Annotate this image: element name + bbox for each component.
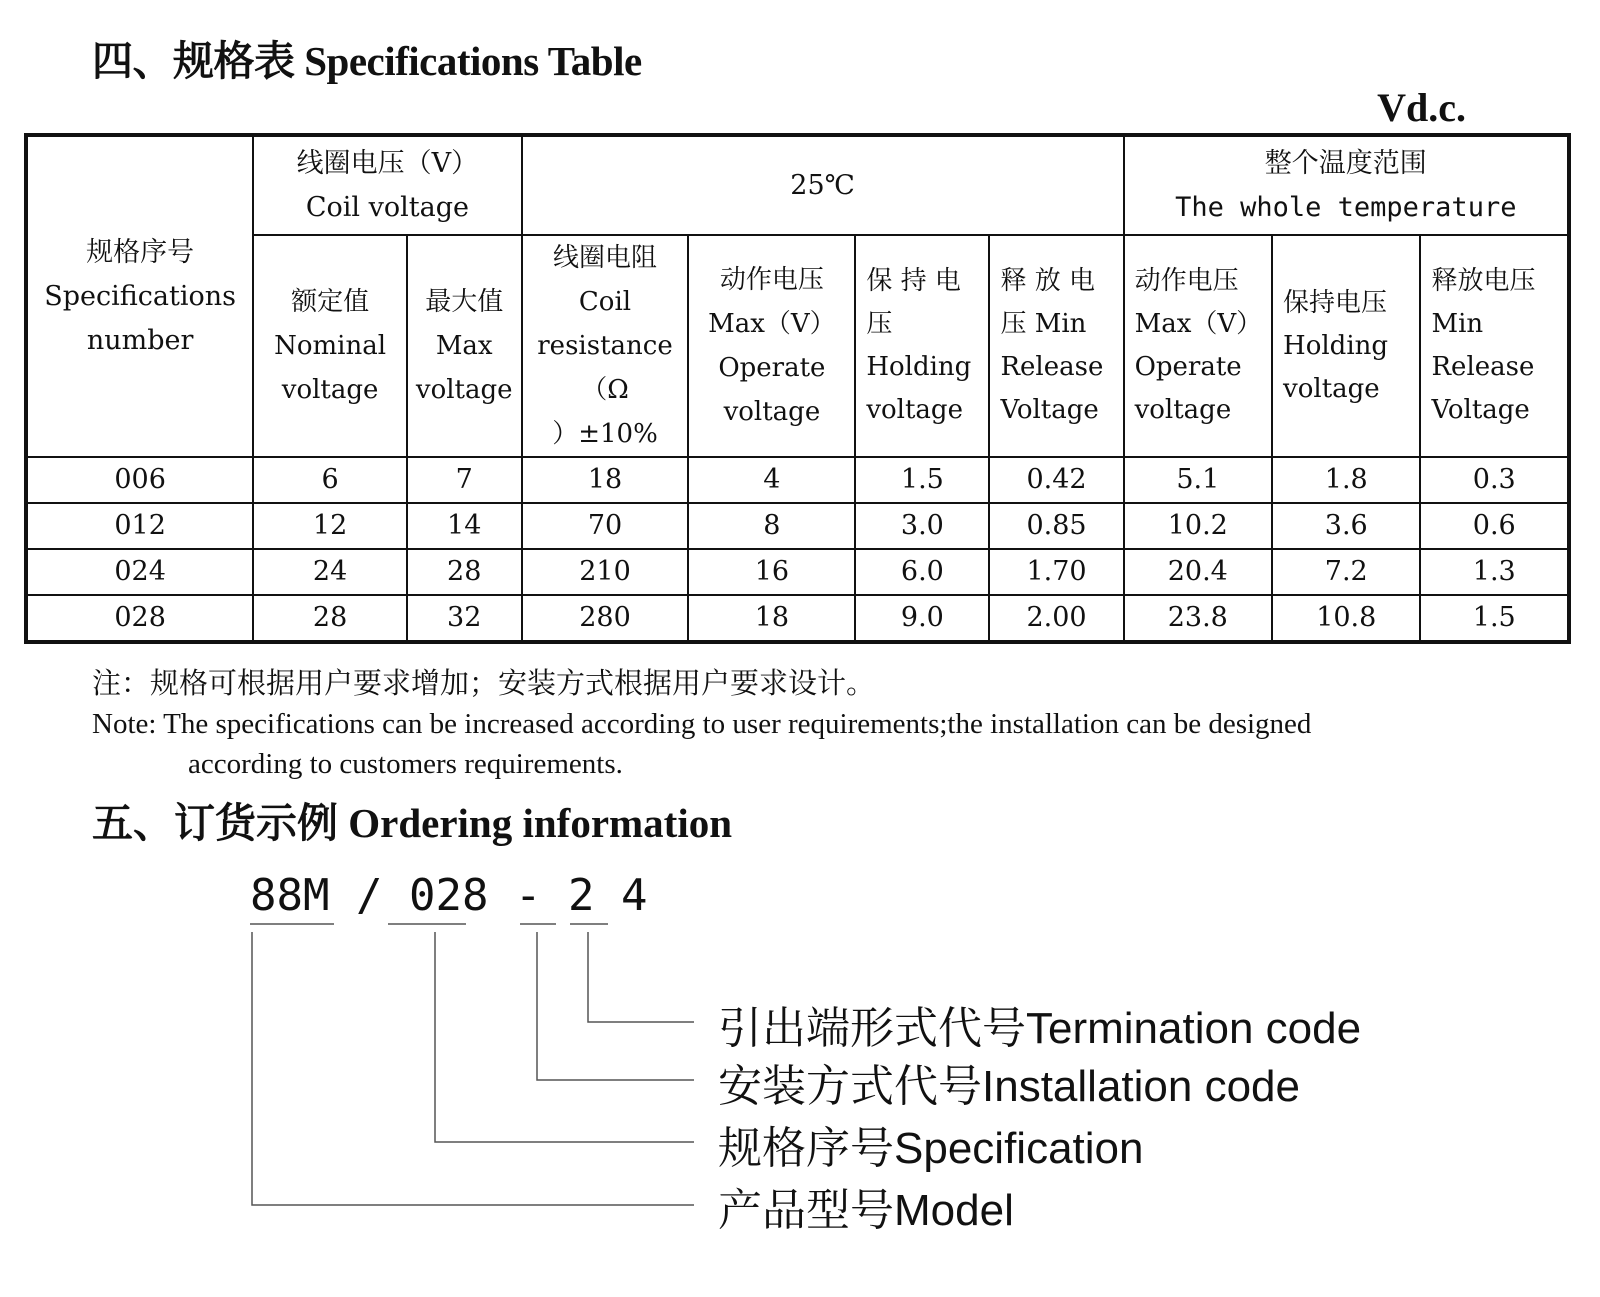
code-part-model: 88M — [250, 870, 330, 921]
table-cell: 0.42 — [989, 457, 1123, 503]
header-holding-voltage-25c: 保 持 电 压 Holding voltage — [855, 235, 989, 457]
table-cell: 210 — [522, 549, 689, 595]
header-operate-voltage-whole: 动作电压 Max（V） Operate voltage — [1124, 235, 1272, 457]
code-part-installation: 2 — [567, 870, 595, 921]
header-max-voltage: 最大值 Max voltage — [407, 235, 522, 457]
code-separator-slash: / — [355, 870, 383, 921]
table-cell: 3.0 — [855, 503, 989, 549]
table-cell: 32 — [407, 595, 522, 642]
table-cell: 1.5 — [1420, 595, 1569, 642]
table-cell: 6 — [253, 457, 407, 503]
header-coil-resistance: 线圈电阻 Coil resistance（Ω ）±10% — [522, 235, 689, 457]
table-cell: 7 — [407, 457, 522, 503]
table-cell: 28 — [407, 549, 522, 595]
label-model: 产品型号Model — [718, 1186, 1014, 1235]
header-spec-number: 规格序号 Specifications number — [26, 135, 253, 457]
note-english-line2: according to customers requirements. — [188, 748, 623, 780]
leader-spec — [435, 932, 694, 1142]
header-operate-voltage-25c: 动作电压 Max（V） Operate voltage — [688, 235, 855, 457]
label-installation-code: 安装方式代号Installation code — [718, 1062, 1300, 1111]
code-separator-dash: - — [514, 870, 542, 921]
table-cell: 028 — [26, 595, 253, 642]
table-cell: 18 — [522, 457, 689, 503]
table-cell: 024 — [26, 549, 253, 595]
note-chinese: 注：规格可根据用户要求增加；安装方式根据用户要求设计。 — [92, 668, 876, 700]
table-cell: 012 — [26, 503, 253, 549]
table-cell: 28 — [253, 595, 407, 642]
code-part-spec: 028 — [408, 870, 489, 921]
table-cell: 1.3 — [1420, 549, 1569, 595]
table-cell: 16 — [688, 549, 855, 595]
table-cell: 70 — [522, 503, 689, 549]
table-cell: 18 — [688, 595, 855, 642]
header-release-voltage-25c: 释 放 电 压 Min Release Voltage — [989, 235, 1123, 457]
table-cell: 3.6 — [1272, 503, 1420, 549]
table-cell: 20.4 — [1124, 549, 1272, 595]
label-termination-code: 引出端形式代号Termination code — [718, 1004, 1362, 1053]
header-whole-temperature: 整个温度范围 The whole temperature — [1124, 135, 1569, 235]
table-cell: 8 — [688, 503, 855, 549]
leader-model — [252, 932, 694, 1205]
table-cell: 10.8 — [1272, 595, 1420, 642]
header-holding-voltage-whole: 保持电压 Holding voltage — [1272, 235, 1420, 457]
table-cell: 280 — [522, 595, 689, 642]
code-part-termination: 4 — [620, 870, 648, 921]
table-cell: 006 — [26, 457, 253, 503]
table-cell: 0.3 — [1420, 457, 1569, 503]
table-cell: 23.8 — [1124, 595, 1272, 642]
header-25c: 25℃ — [522, 135, 1124, 235]
section-title-ordering: 五、订货示例 Ordering information — [92, 800, 733, 846]
table-cell: 7.2 — [1272, 549, 1420, 595]
table-cell: 4 — [688, 457, 855, 503]
table-cell: 14 — [407, 503, 522, 549]
table-cell: 24 — [253, 549, 407, 595]
table-cell: 0.6 — [1420, 503, 1569, 549]
header-coil-voltage: 线圈电压（V） Coil voltage — [253, 135, 521, 235]
leader-termination — [588, 932, 694, 1022]
table-cell: 12 — [253, 503, 407, 549]
table-cell: 1.5 — [855, 457, 989, 503]
header-release-voltage-whole: 释放电压 Min Release Voltage — [1420, 235, 1569, 457]
table-cell: 1.8 — [1272, 457, 1420, 503]
unit-label: Vd.c. — [1377, 85, 1466, 130]
table-cell: 0.85 — [989, 503, 1123, 549]
table-cell: 10.2 — [1124, 503, 1272, 549]
label-specification: 规格序号Specification — [718, 1124, 1144, 1173]
table-cell: 1.70 — [989, 549, 1123, 595]
table-cell: 5.1 — [1124, 457, 1272, 503]
table-cell: 9.0 — [855, 595, 989, 642]
header-nominal-voltage: 额定值 Nominal voltage — [253, 235, 407, 457]
table-cell: 6.0 — [855, 549, 989, 595]
note-english-line1: Note: The specifications can be increased according to user requirements;the installation can be designed — [92, 708, 1312, 740]
table-cell: 2.00 — [989, 595, 1123, 642]
leader-installation — [537, 932, 694, 1080]
section-title-specifications: 四、规格表 Specifications Table — [92, 38, 642, 84]
